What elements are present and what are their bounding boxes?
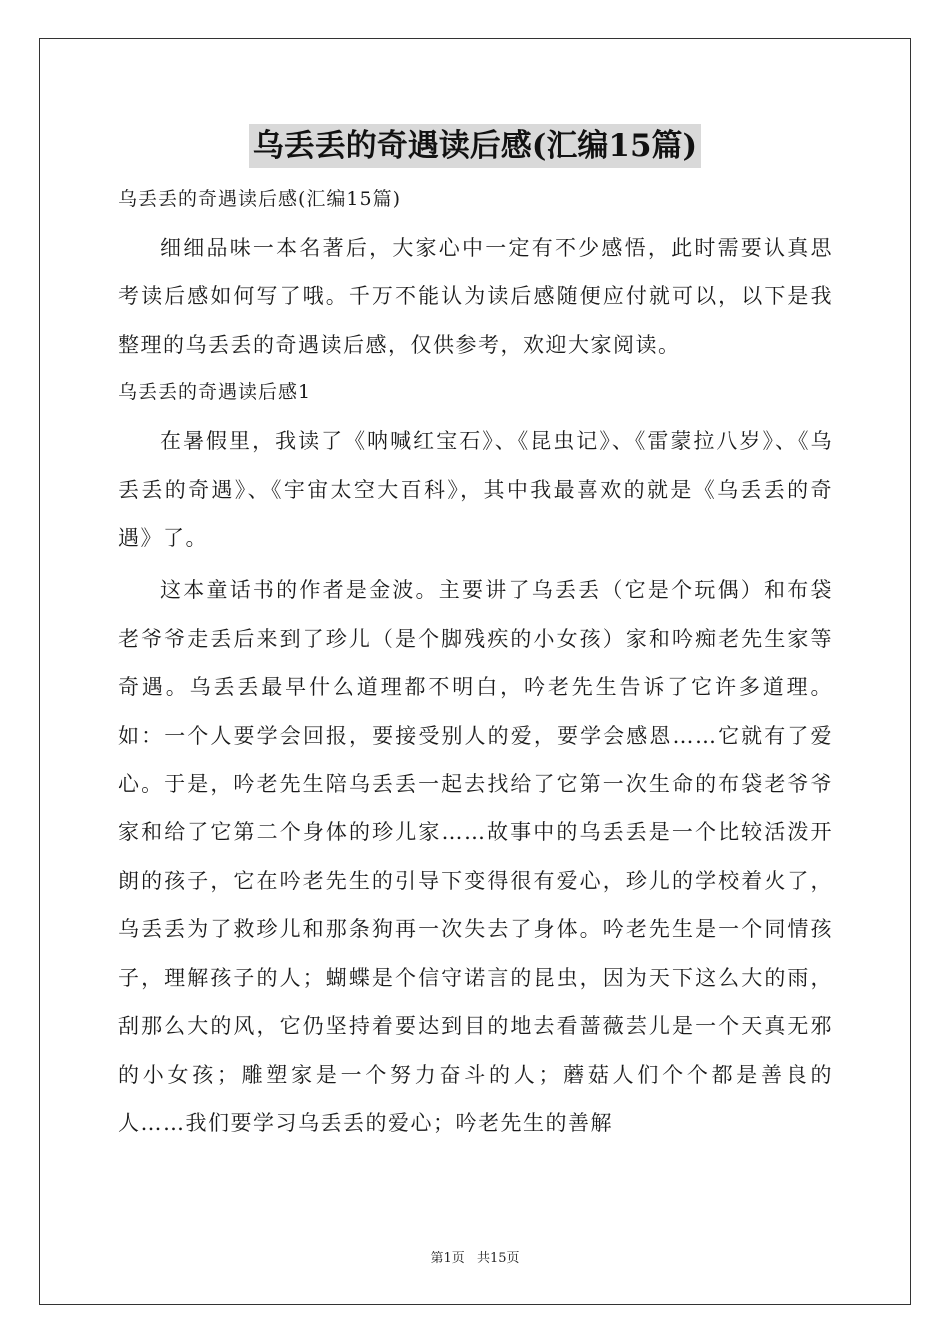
section1-paragraph-2: 这本童话书的作者是金波。主要讲了乌丢丢（它是个玩偶）和布袋老爷爷走丢后来到了珍儿（是个脚残疾的小女孩）家和吟痴老先生家等奇遇。乌丢丢最早什么道理都不明白，吟老先生告诉了它许多道理。如：一个人要学会回报，要接受别人的爱，要学会感恩……它就有了爱心。于是，吟老先生陪乌丢丢一起去找给了它第一次生命的布袋老爷爷家和给了它第二个身体的珍儿家……故事中的乌丢丢是一个比较活泼开朗的孩子，它在吟老先生的引导下变得很有爱心，珍儿的学校着火了，乌丢丢为了救珍儿和那条狗再一次失去了身体。吟老先生是一个同情孩子，理解孩子的人；蝴蝶是个信守诺言的昆虫，因为天下这么大的雨，刮那么大的风，它仍坚持着要达到目的地去看蔷薇芸儿是一个天真无邪的小女孩；雕塑家是一个努力奋斗的人；蘑菇人们个个都是善良的人……我们要学习乌丢丢的爱心；吟老先生的善解 [118, 578, 833, 1135]
page-footer [0, 1247, 950, 1266]
document-body [118, 180, 833, 1147]
document-title: 乌丢丢的奇遇读后感(汇编15篇) [249, 124, 701, 168]
title-container [0, 124, 950, 168]
page-number: 第1页 [430, 1251, 465, 1266]
intro-paragraph: 细细品味一本名著后，大家心中一定有不少感悟，此时需要认真思考读后感如何写了哦。千万不能认为读后感随便应付就可以，以下是我整理的乌丢丢的奇遇读后感，仅供参考，欢迎大家阅读。 [118, 236, 833, 357]
section1-paragraph-1: 在暑假里，我读了《呐喊红宝石》、《昆虫记》、《雷蒙拉八岁》、《乌丢丢的奇遇》、《宇宙太空大百科》，其中我最喜欢的就是《乌丢丢的奇遇》了。 [118, 429, 833, 551]
page-total: 共15页 [476, 1251, 520, 1266]
section-heading-1: 乌丢丢的奇遇读后感1 [118, 381, 312, 404]
document-subtitle: 乌丢丢的奇遇读后感(汇编15篇) [118, 188, 402, 210]
